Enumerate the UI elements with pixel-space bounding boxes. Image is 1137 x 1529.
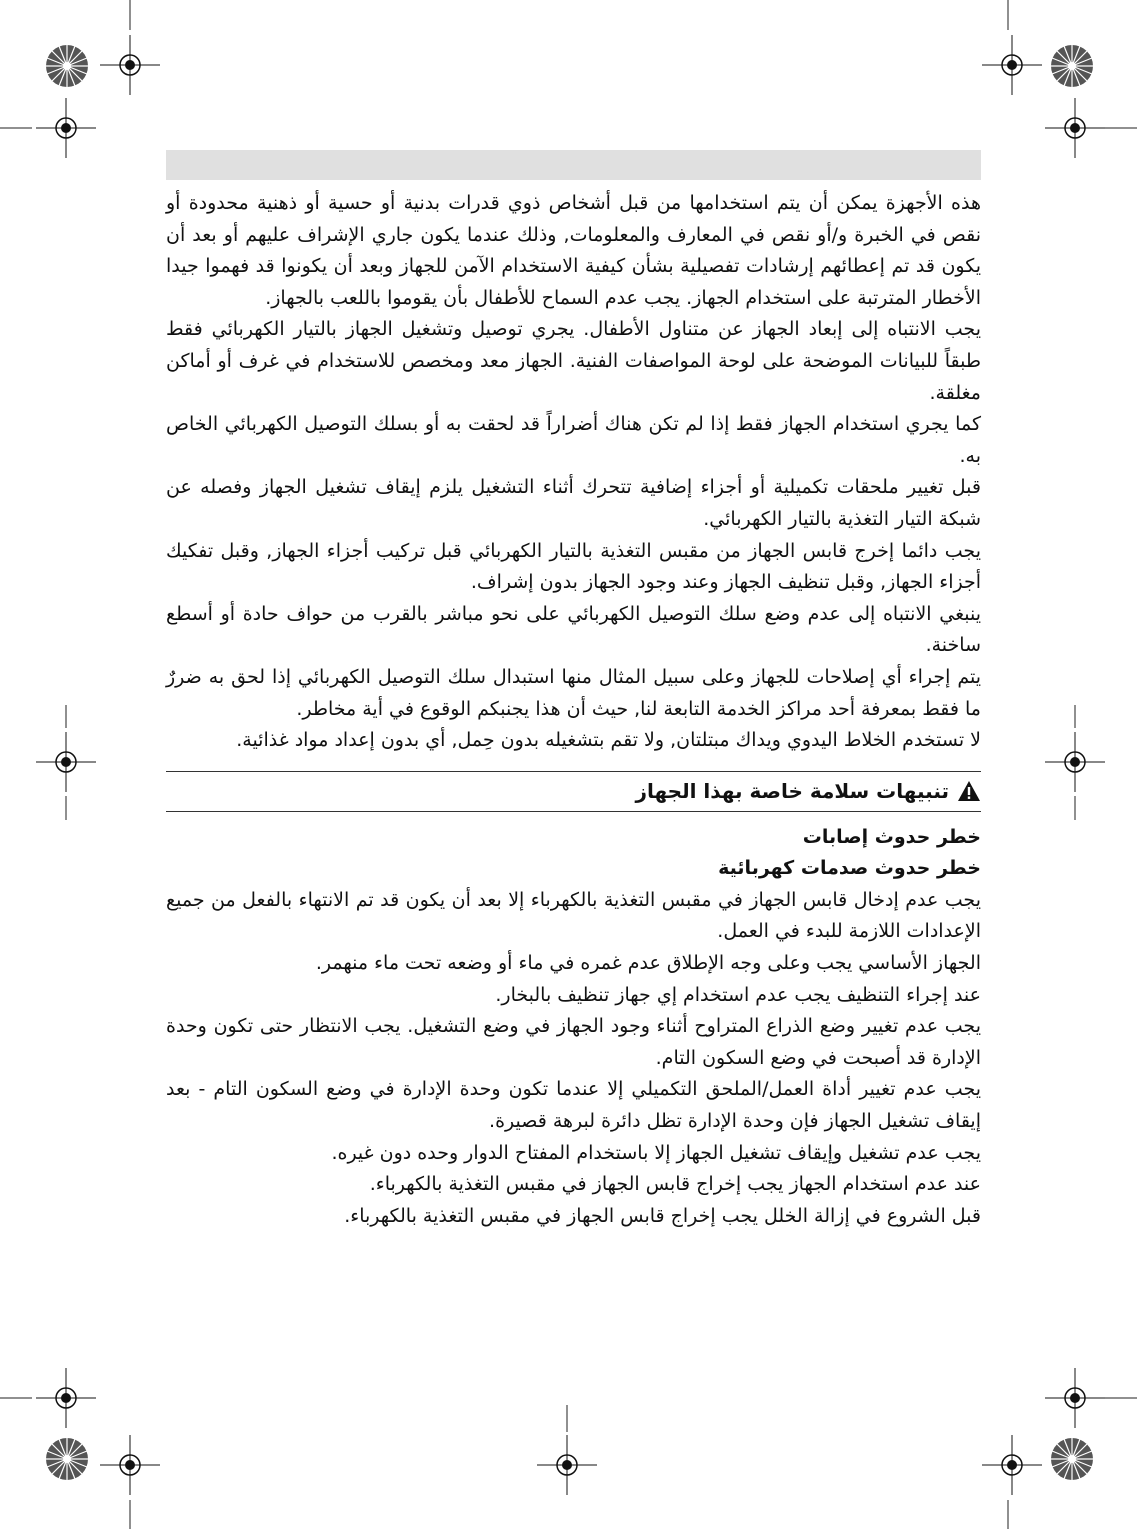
paragraph: يجب عدم تغيير أداة العمل/الملحق التكميلي إلا عندما تكون وحدة الإدارة في وضع السكون التام - بعد إيقاف تشغيل الجهاز فإن وحدة الإدارة تظل دائرة لبرهة قصيرة.	[166, 1078, 981, 1133]
paragraph: قبل تغيير ملحقات تكميلية أو أجزاء إضافية تتحرك أثناء التشغيل يلزم إيقاف تشغيل الجهاز وفصله عن شبكة التيار التغذية بالتيار الكهربائي.	[166, 476, 981, 530]
paragraph: كما يجري استخدام الجهاز فقط إذا لم تكن هناك أضراراً قد لحقت به أو بسلك التوصيل الكهربائي الخاص به.	[166, 413, 981, 467]
paragraph: لا تستخدم الخلاط اليدوي ويداك مبتلتان, ولا تقم بتشغيله بدون حِمل, أي بدون إعداد مواد غذائية.	[236, 729, 981, 752]
paragraph: يجب عدم تشغيل وإيقاف تشغيل الجهاز إلا باستخدام المفتاح الدوار وحده دون غيره.	[331, 1141, 981, 1164]
paragraph: يجب عدم إدخال قابس الجهاز في مقبس التغذية بالكهرباء إلا بعد أن يكون قد تم الانتهاء بالفعل من جميع الإعدادات اللازمة للبدء في العمل.	[166, 888, 981, 943]
paragraph: يجب دائما إخرج قابس الجهاز من مقبس التغذية بالتيار الكهربائي قبل تركيب أجزاء الجهاز, وقبل تفكيك أجزاء الجهاز, وقبل تنظيف الجهاز وعند وجود الجهاز بدون إشراف.	[166, 539, 981, 594]
paragraph: قبل الشروع في إزالة الخلل يجب إخراج قابس الجهاز في مقبس التغذية بالكهرباء.	[344, 1204, 981, 1227]
subheading-injury: خطر حدوث إصابات	[802, 825, 981, 848]
paragraph: الجهاز الأساسي يجب وعلى وجه الإطلاق عدم غمره في ماء أو وضعه تحت ماء منهمر.	[315, 952, 981, 975]
paragraph: يجب عدم تغيير وضع الذراع المتراوح أثناء وجود الجهاز في وضع التشغيل. يجب الانتظار حتى تكون وحدة الإدارة قد أصبحت في وضع السكون التام.	[166, 1015, 981, 1069]
section-header	[166, 771, 981, 812]
paragraph: يجب الانتباه إلى إبعاد الجهاز عن متناول الأطفال. يجري توصيل وتشغيل الجهاز بالتيار الكهربائي فقط طبقاً للبيانات الموضحة على لوحة المواصفات الفنية. الجهاز معد ومخصص للاستخدام في غرف أو أماكن مغلقة.	[166, 318, 981, 404]
paragraph: يتم إجراء أي إصلاحات للجهاز وعلى سبيل المثال منها استبدال سلك التوصيل الكهربائي إذا لحق به ضررٌ ما فقط بمعرفة أحد مراكز الخدمة التابعة لنا, حيث أن هذا يجنبكم الوقوع في أية مخاطر.	[166, 665, 981, 720]
document-body	[166, 188, 981, 1232]
section-title: تنبيهات سلامة خاصة بهذا الجهاز	[635, 778, 949, 803]
paragraph: عند عدم استخدام الجهاز يجب إخراج قابس الجهاز في مقبس التغذية بالكهرباء.	[369, 1173, 981, 1196]
paragraph: عند إجراء التنظيف يجب عدم استخدام إي جهاز تنظيف بالبخار.	[495, 983, 981, 1006]
warning-icon	[957, 780, 981, 802]
paragraph: ينبغي الانتباه إلى عدم وضع سلك التوصيل الكهربائي على نحو مباشر بالقرب من حواف حادة أو أسطع ساخنة.	[166, 602, 981, 657]
paragraph: هذه الأجهزة يمكن أن يتم استخدامها من قبل أشخاص ذوي قدرات بدنية أو حسية أو ذهنية محدودة أو نقص في الخبرة و/أو نقص في المعارف والمعلومات, وذلك عندما يكون جاري الإشراف عليهم أو بعد أن يكون قد تم إعطائهم إرشادات تفصيلية بشأن كيفية الاستخدام الآمن للجهاز وبعد أن يكونوا قد فهموا جيدا الأخطار المترتبة على استخدام الجهاز. يجب عدم السماح للأطفال بأن يقوموا باللعب بالجهاز.	[166, 192, 981, 309]
subheading-electric-shock: خطر حدوث صدمات كهربائية	[718, 857, 981, 880]
header-bar	[166, 150, 981, 180]
